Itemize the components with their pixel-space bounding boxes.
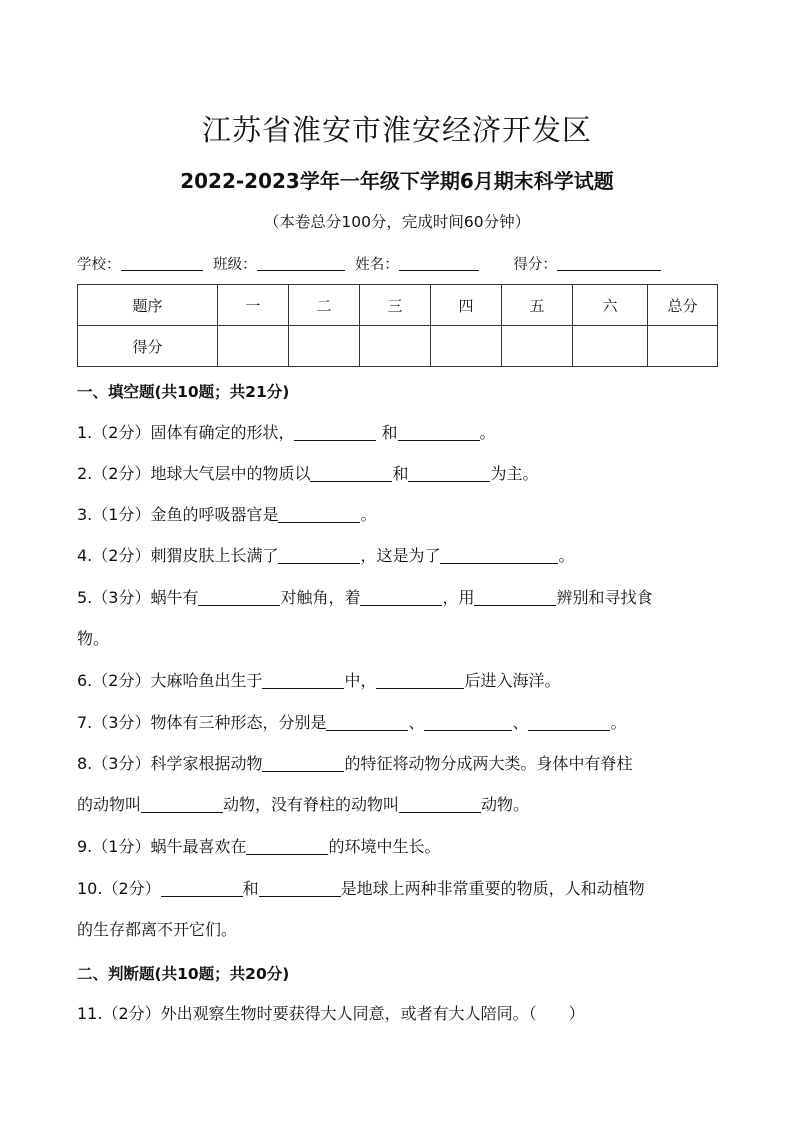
question-5	[77, 577, 722, 659]
score-blank[interactable]	[557, 256, 661, 271]
question-text: 3.（1分）金鱼的呼吸器官是	[77, 505, 279, 524]
question-text: 7.（3分）物体有三种形态，分别是	[77, 713, 327, 732]
answer-blank[interactable]	[440, 547, 558, 564]
score-label: 得分：	[513, 257, 557, 273]
answer-blank[interactable]	[360, 589, 442, 606]
header-cell: 总分	[648, 285, 718, 326]
question-text: 动物，没有脊柱的动物叫	[223, 795, 400, 814]
question-text: 中，	[344, 671, 377, 690]
answer-blank[interactable]	[376, 672, 464, 689]
student-info-line	[77, 253, 661, 274]
question-text: 2.（2分）地球大气层中的物质以	[77, 464, 311, 483]
question-text: 是地球上两种非常重要的物质，人和动植物	[340, 879, 645, 898]
answer-blank[interactable]	[246, 838, 328, 855]
row-label-cell: 得分	[78, 326, 218, 367]
answer-blank[interactable]	[294, 424, 376, 441]
score-cell[interactable]	[431, 326, 502, 367]
question-text: 11.（2分）外出观察生物时要获得大人同意，或者有大人陪同。（ ）	[77, 1004, 585, 1023]
question-text: 10.（2分）	[77, 879, 161, 898]
header-cell: 五	[502, 285, 573, 326]
header-cell: 二	[289, 285, 360, 326]
question-9	[77, 826, 722, 867]
answer-blank[interactable]	[474, 589, 556, 606]
question-text: 对触角，着	[280, 588, 361, 607]
class-blank[interactable]	[257, 256, 345, 271]
answer-blank[interactable]	[262, 755, 344, 772]
answer-blank[interactable]	[262, 672, 344, 689]
question-1	[77, 412, 722, 453]
score-cell[interactable]	[360, 326, 431, 367]
answer-blank[interactable]	[528, 714, 610, 731]
class-label: 班级：	[213, 257, 257, 273]
header-cell: 三	[360, 285, 431, 326]
score-table-header-row	[78, 285, 718, 326]
question-text: 的环境中生长。	[328, 837, 441, 856]
section-true-false-title: 二、判断题(共10题；共20分)	[77, 965, 290, 983]
question-text: 辨别和寻找食	[556, 588, 653, 607]
section-fill-in-title: 一、填空题(共10题；共21分)	[77, 383, 290, 401]
answer-blank[interactable]	[326, 714, 408, 731]
answer-blank[interactable]	[278, 506, 360, 523]
question-8	[77, 743, 722, 825]
school-label: 学校：	[77, 257, 121, 273]
school-blank[interactable]	[121, 256, 203, 271]
question-3	[77, 494, 722, 535]
question-text: 的动物叫	[77, 795, 142, 814]
question-text: 的特征将动物分成两大类。身体中有脊柱	[344, 754, 633, 773]
answer-blank[interactable]	[399, 796, 481, 813]
answer-blank[interactable]	[161, 880, 243, 897]
question-text: 、	[408, 713, 425, 732]
question-text: 8.（3分）科学家根据动物	[77, 754, 263, 773]
question-text: 后进入海洋。	[464, 671, 561, 690]
exam-subtitle: 2022-2023学年一年级下学期6月期末科学试题	[180, 169, 614, 193]
question-6	[77, 660, 722, 701]
name-blank[interactable]	[399, 256, 479, 271]
header-cell: 六	[573, 285, 648, 326]
question-text: 。	[360, 505, 377, 524]
question-text: 和	[242, 879, 259, 898]
question-10	[77, 868, 722, 950]
name-label: 姓名：	[355, 257, 399, 273]
exam-note: （本卷总分100分，完成时间60分钟）	[263, 213, 531, 231]
question-text: 。	[558, 546, 575, 565]
question-text: 为主。	[490, 464, 539, 483]
answer-blank[interactable]	[278, 547, 360, 564]
question-11	[77, 993, 722, 1034]
score-cell[interactable]	[648, 326, 718, 367]
question-text: 9.（1分）蜗牛最喜欢在	[77, 837, 247, 856]
answer-blank[interactable]	[259, 880, 341, 897]
question-text: 5.（3分）蜗牛有	[77, 588, 199, 607]
question-text: ，用	[442, 588, 475, 607]
question-text: 物。	[77, 629, 110, 648]
question-text: ，这是为了	[360, 546, 441, 565]
score-cell[interactable]	[502, 326, 573, 367]
question-text: 的生存都离不开它们。	[77, 920, 238, 939]
score-cell[interactable]	[573, 326, 648, 367]
question-text: 和	[381, 423, 398, 442]
answer-blank[interactable]	[398, 424, 480, 441]
score-cell[interactable]	[218, 326, 289, 367]
question-text: 。	[479, 423, 496, 442]
question-text: 和	[392, 464, 409, 483]
exam-region-title: 江苏省淮安市淮安经济开发区	[201, 113, 592, 147]
question-text: 6.（2分）大麻哈鱼出生于	[77, 671, 263, 690]
question-text: 。	[610, 713, 627, 732]
answer-blank[interactable]	[198, 589, 280, 606]
question-text: 1.（2分）固体有确定的形状，	[77, 423, 295, 442]
question-text: 4.（2分）刺猬皮肤上长满了	[77, 546, 279, 565]
score-table	[77, 284, 718, 367]
question-2	[77, 453, 722, 494]
question-7	[77, 702, 722, 743]
answer-blank[interactable]	[424, 714, 512, 731]
question-text: 、	[512, 713, 529, 732]
question-4	[77, 535, 722, 576]
question-text: 动物。	[481, 795, 530, 814]
header-cell: 一	[218, 285, 289, 326]
header-cell: 题序	[78, 285, 218, 326]
score-table-score-row	[78, 326, 718, 367]
header-cell: 四	[431, 285, 502, 326]
score-cell[interactable]	[289, 326, 360, 367]
answer-blank[interactable]	[310, 465, 392, 482]
answer-blank[interactable]	[141, 796, 223, 813]
answer-blank[interactable]	[408, 465, 490, 482]
